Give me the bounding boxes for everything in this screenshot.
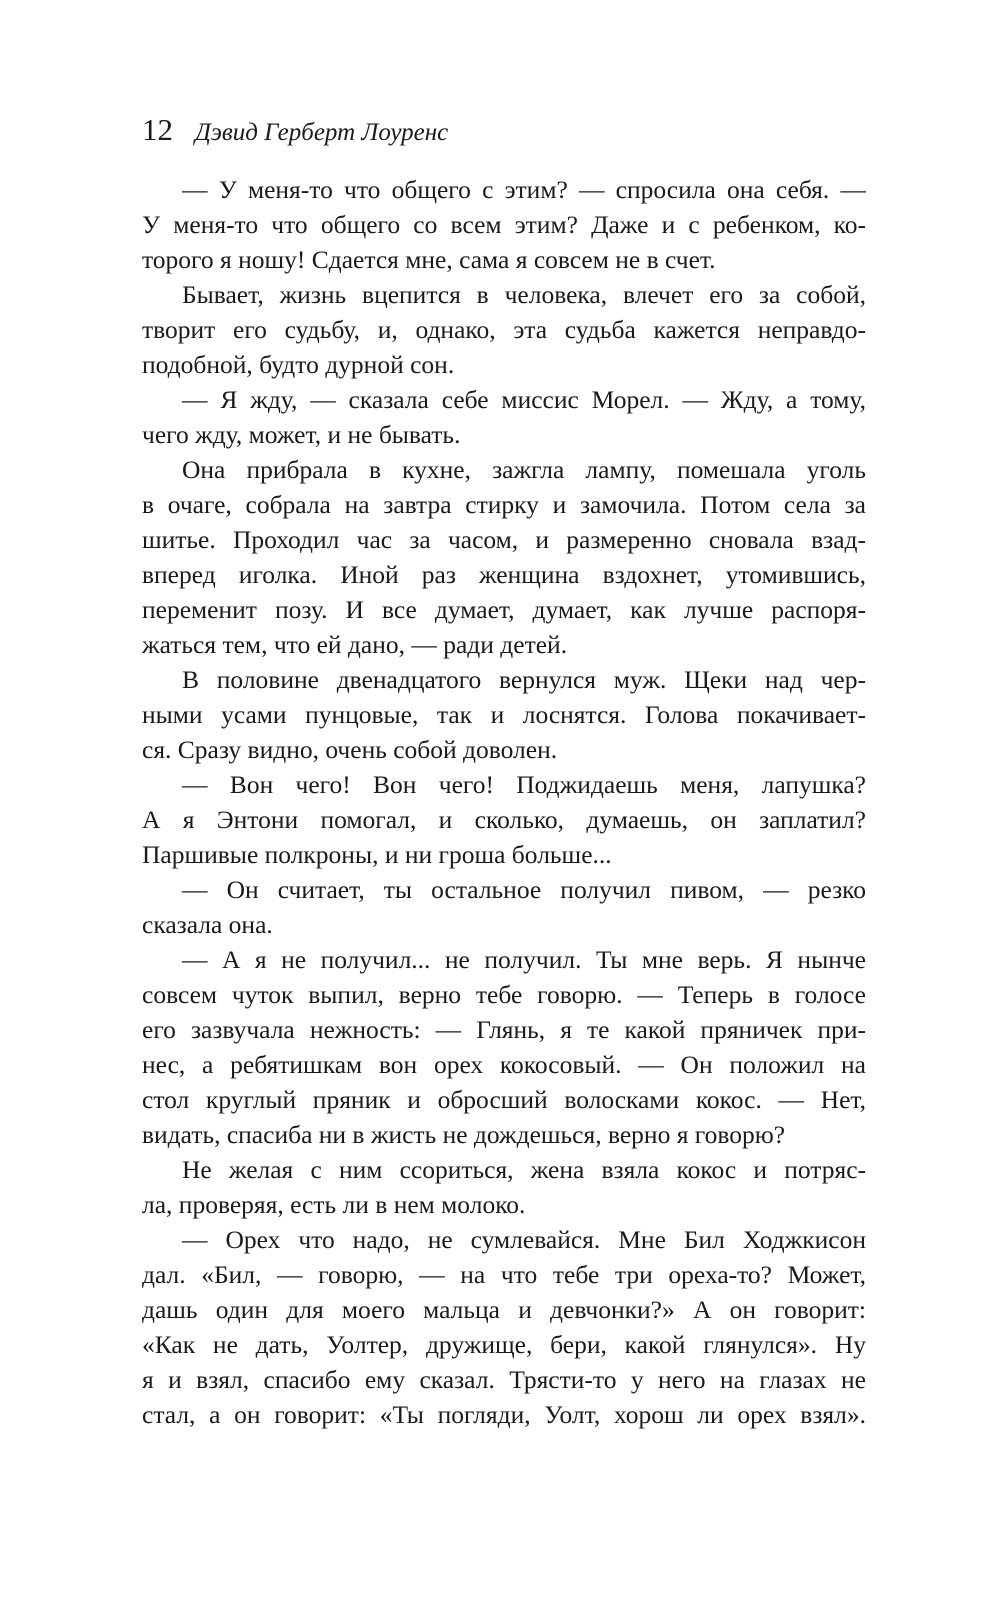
text-line: его зазвучала нежность: — Глянь, я те какой пряничек при- bbox=[142, 1015, 866, 1044]
text-line: — Вон чего! Вон чего! Поджидаешь меня, лапушка? bbox=[182, 770, 866, 799]
text-line: стол круглый пряник и обросший волосками кокос. — Нет, bbox=[142, 1085, 866, 1114]
text-line: дал. «Бил, — говорю, — на что тебе три ореха-то? Может, bbox=[142, 1260, 866, 1289]
text-line: я и взял, спасибо ему сказал. Трясти-то у него на глазах не bbox=[142, 1365, 866, 1394]
text-line: стал, а он говорит: «Ты погляди, Уолт, хорош ли орех взял». bbox=[142, 1400, 866, 1429]
running-head bbox=[142, 112, 872, 152]
text-line: ся. Сразу видно, очень собой доволен. bbox=[142, 735, 558, 764]
text-line: Она прибрала в кухне, зажгла лампу, помешала уголь bbox=[182, 455, 866, 484]
text-line: нес, а ребятишкам вон орех кокосовый. — Он положил на bbox=[142, 1050, 866, 1079]
body-text bbox=[142, 172, 866, 1432]
text-line: шитье. Проходил час за часом, и размеренно сновала взад- bbox=[142, 525, 866, 554]
text-line: ла, проверяя, есть ли в нем молоко. bbox=[142, 1190, 526, 1219]
text-line: А я Энтони помогал, и сколько, думаешь, он заплатил? bbox=[142, 805, 866, 834]
text-line: сказала она. bbox=[142, 910, 273, 939]
text-line: — Я жду, — сказала себе миссис Морел. — Жду, а тому, bbox=[182, 385, 866, 414]
text-line: ными усами пунцовые, так и лоснятся. Голова покачивает- bbox=[142, 700, 866, 729]
text-line: В половине двенадцатого вернулся муж. Щеки над чер- bbox=[182, 665, 866, 694]
page-number: 12 bbox=[142, 112, 173, 147]
text-line: творит его судьбу, и, однако, эта судьба кажется неправдо- bbox=[142, 315, 866, 344]
text-line: — Он считает, ты остальное получил пивом, — резко bbox=[182, 875, 866, 904]
text-line: — У меня-то что общего с этим? — спросила она себя. — bbox=[182, 175, 866, 204]
text-line: торого я ношу! Сдается мне, сама я совсем не в счет. bbox=[142, 245, 716, 274]
text-line: «Как не дать, Уолтер, дружище, бери, какой глянулся». Ну bbox=[142, 1330, 866, 1359]
text-line: Не желая с ним ссориться, жена взяла кокос и потряс- bbox=[182, 1155, 866, 1184]
text-line: в очаге, собрала на завтра стирку и замочила. Потом села за bbox=[142, 490, 866, 519]
text-line: — Орех что надо, не сумлевайся. Мне Бил Ходжкисон bbox=[182, 1225, 866, 1254]
text-line: видать, спасиба ни в жисть не дождешься, верно я говорю? bbox=[142, 1120, 786, 1149]
text-line: дашь один для моего мальца и девчонки?» А он говорит: bbox=[142, 1295, 866, 1324]
text-line: чего жду, может, и не бывать. bbox=[142, 420, 461, 449]
text-line: Паршивые полкроны, и ни гроша больше... bbox=[142, 840, 612, 869]
author-name: Дэвид Герберт Лоуренс bbox=[195, 119, 449, 146]
text-line: У меня-то что общего со всем этим? Даже и с ребенком, ко- bbox=[142, 210, 866, 239]
text-line: подобной, будто дурной сон. bbox=[142, 350, 455, 379]
text-line: — А я не получил... не получил. Ты мне верь. Я нынче bbox=[182, 945, 866, 974]
text-line: совсем чуток выпил, верно тебе говорю. — Теперь в голосе bbox=[142, 980, 866, 1009]
text-line: жаться тем, что ей дано, — ради детей. bbox=[142, 630, 568, 659]
text-line: вперед иголка. Иной раз женщина вздохнет, утомившись, bbox=[142, 560, 866, 589]
text-line: переменит позу. И все думает, думает, как лучше распоря- bbox=[142, 595, 866, 624]
text-line: Бывает, жизнь вцепится в человека, влечет его за собой, bbox=[182, 280, 866, 309]
